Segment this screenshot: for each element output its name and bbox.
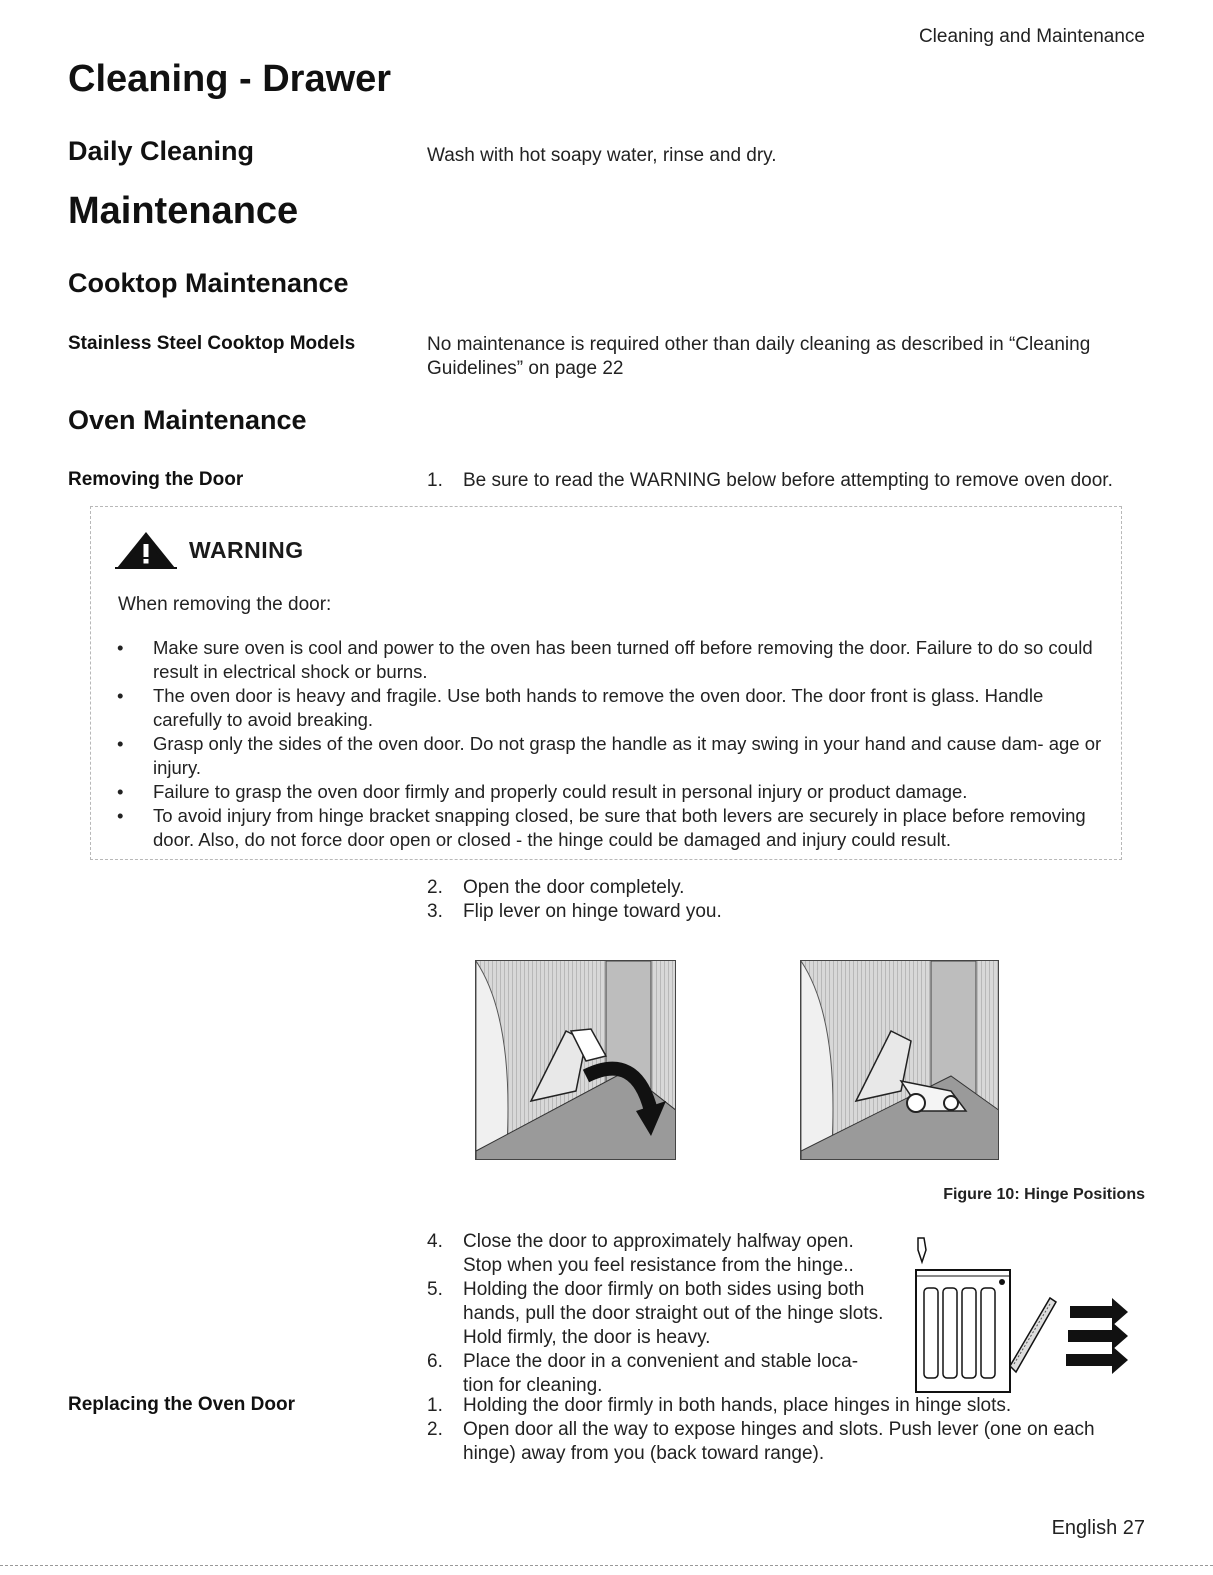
warning-item: • To avoid injury from hinge bracket snapping closed, be sure that both levers are securely in place before removing door. Also, do not force door open or closed - the hinge could be damaged and injury could result.	[117, 805, 1086, 850]
bottom-divider	[0, 1565, 1213, 1566]
step-5: 5. Holding the door firmly on both sides using both hands, pull the door straight out of the hinge slots. Hold firmly, the door is heavy.	[427, 1279, 884, 1348]
label-removing-the-door: Removing the Door	[68, 469, 244, 490]
hinge-figure-right	[800, 960, 999, 1160]
cooktop-text-line-2: Guidelines” on page 22	[427, 358, 624, 379]
replace-step-2: 2. Open door all the way to expose hinges and slots. Push lever (one on each hinge) away from you (back toward range).	[427, 1419, 1095, 1464]
warning-item: • Make sure oven is cool and power to the oven has been turned off before removing the door. Failure to do so could result in electrical shock or burns.	[117, 637, 1093, 682]
step-3: 3. Flip lever on hinge toward you.	[427, 901, 722, 922]
subheading-daily-cleaning: Daily Cleaning	[68, 136, 255, 166]
section-title-maintenance: Maintenance	[68, 190, 299, 232]
warning-intro: When removing the door:	[118, 594, 332, 615]
warning-item: • Grasp only the sides of the oven door. Do not grasp the handle as it may swing in your hand and cause dam- age or injury.	[117, 733, 1102, 778]
step-1-remove	[427, 469, 1203, 493]
step-text: Be sure to read the WARNING below before attempting to remove oven door.	[463, 470, 1113, 491]
warning-list	[115, 636, 1115, 852]
warning-heading	[115, 530, 304, 570]
steps-4-6	[427, 1230, 887, 1398]
running-header: Cleaning and Maintenance	[918, 26, 1145, 47]
section-title-cleaning-drawer: Cleaning - Drawer	[68, 58, 392, 100]
subheading-oven-maintenance: Oven Maintenance	[68, 405, 307, 435]
page-number: English 27	[1051, 1517, 1145, 1539]
warning-item: • Failure to grasp the oven door firmly and properly could result in personal injury or product damage.	[117, 781, 968, 802]
step-6: 6. Place the door in a convenient and stable loca- tion for cleaning.	[427, 1351, 859, 1396]
label-replacing-the-oven-door: Replacing the Oven Door	[68, 1394, 295, 1415]
step-number: 1.	[427, 470, 443, 491]
warning-triangle-icon	[115, 530, 177, 570]
door-removal-illustration	[910, 1236, 1140, 1396]
cooktop-text-line-1: No maintenance is required other than daily cleaning as described in “Cleaning	[427, 334, 1091, 355]
replacing-steps	[427, 1394, 1137, 1466]
warning-item: • The oven door is heavy and fragile. Use both hands to remove the oven door. The door front is glass. Handle carefully to avoid breaking.	[117, 685, 1044, 730]
hinge-figure-left	[475, 960, 676, 1160]
steps-2-3	[427, 876, 927, 924]
step-2: 2. Open the door completely.	[427, 877, 685, 898]
step-4: 4. Close the door to approximately halfway open. Stop when you feel resistance from the hinge..	[427, 1231, 854, 1276]
daily-cleaning-text: Wash with hot soapy water, rinse and dry.	[427, 145, 777, 166]
subheading-cooktop-maintenance: Cooktop Maintenance	[68, 268, 349, 298]
replace-step-1: 1. Holding the door firmly in both hands, place hinges in hinge slots.	[427, 1395, 1012, 1416]
label-stainless-steel-cooktop: Stainless Steel Cooktop Models	[68, 333, 356, 354]
warning-title: WARNING	[189, 536, 304, 563]
cooktop-maintenance-text	[427, 333, 1157, 381]
figure-caption: Figure 10: Hinge Positions	[943, 1186, 1145, 1203]
